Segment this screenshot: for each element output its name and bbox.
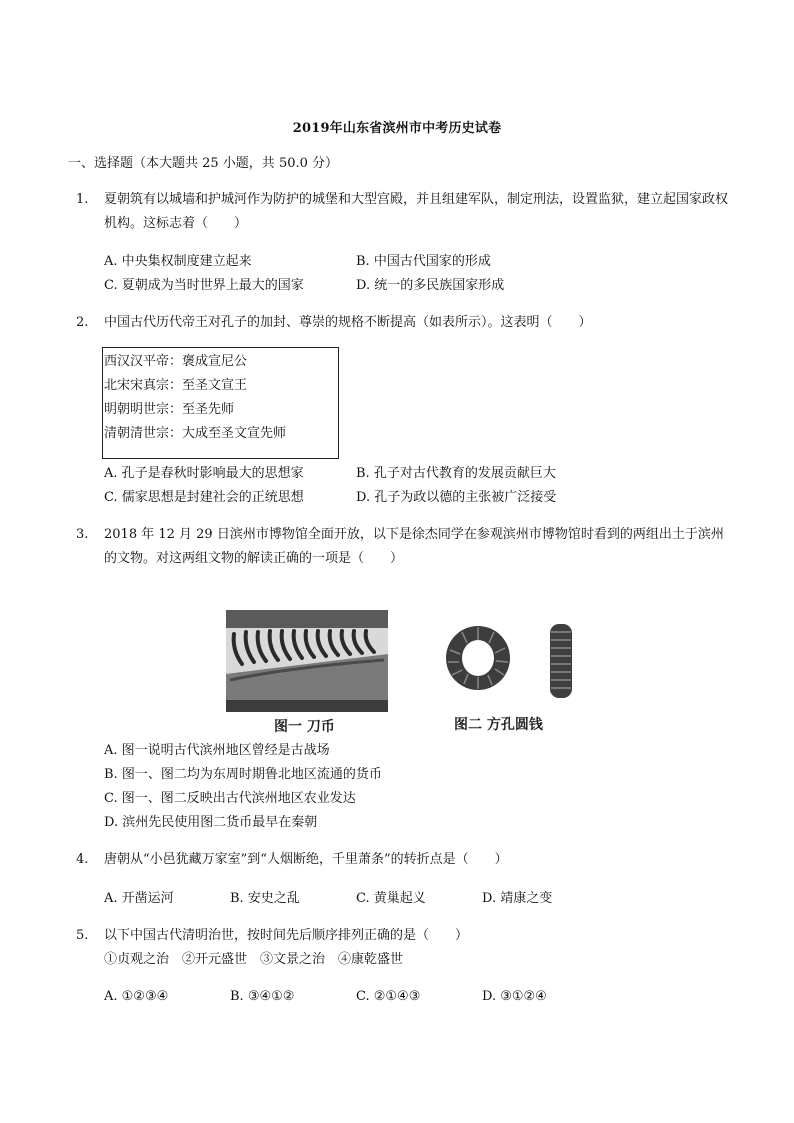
question-4	[76, 848, 736, 872]
option-c[interactable]: C. 黄巢起义	[356, 891, 426, 906]
option-b[interactable]: B. 安史之乱	[230, 891, 300, 906]
option-a[interactable]: A. ①②③④	[104, 989, 169, 1004]
question-text: 以下中国古代清明治世，按时间先后顺序排列正确的是（ ）	[104, 928, 469, 943]
option-c[interactable]: C. 夏朝成为当时世界上最大的国家	[104, 278, 304, 293]
question-text: 中国古代历代帝王对孔子的加封、尊崇的规格不断提高（如表所示）。这表明（ ）	[104, 315, 592, 330]
emperor-title-table	[102, 347, 339, 459]
question-text: 2018 年 12 月 29 日滨州市博物馆全面开放，以下是徐杰同学在参观滨州市博物馆时看到的两组出土于滨州的文物。对这两组文物的解读正确的一项是（ ）	[104, 527, 724, 566]
option-c[interactable]: C. 儒家思想是封建社会的正统思想	[104, 490, 304, 505]
option-a[interactable]: A. 中央集权制度建立起来	[104, 254, 252, 269]
question-text: 夏朝筑有以城墙和护城河作为防护的城堡和大型宫殿，并且组建军队，制定刑法，设置监狱，建立起国家政权机构。这标志着（ ）	[104, 192, 729, 231]
question-number: 1.	[76, 192, 89, 207]
knife-coin-image	[226, 610, 388, 712]
option-c[interactable]: C. 图一、图二反映出古代滨州地区农业发达	[104, 791, 356, 806]
question-number: 2.	[76, 315, 89, 330]
question-number: 5.	[76, 928, 89, 943]
option-b[interactable]: B. 孔子对古代教育的发展贡献巨大	[356, 466, 556, 481]
round-coin-ring-image	[438, 620, 518, 700]
artifact-figures	[226, 608, 590, 736]
option-c[interactable]: C. ②①④③	[356, 989, 421, 1004]
option-d[interactable]: D. 靖康之变	[482, 891, 553, 906]
section-header: 一、选择题（本大题共 25 小题，共 50.0 分）	[68, 156, 339, 171]
table-row: 西汉汉平帝：褒成宣尼公	[104, 354, 248, 369]
question-number: 4.	[76, 852, 89, 867]
option-d[interactable]: D. 滨州先民使用图二货币最早在秦朝	[104, 815, 318, 830]
table-row: 北宋宋真宗：至圣文宣王	[104, 378, 248, 393]
question-items: ①贞观之治 ②开元盛世 ③文景之治 ④康乾盛世	[104, 952, 404, 967]
option-a[interactable]: A. 图一说明古代滨州地区曾经是古战场	[104, 743, 330, 758]
question-2	[76, 311, 736, 335]
question-5	[76, 924, 736, 972]
table-row: 明朝明世宗：至圣先师	[104, 402, 235, 417]
option-d[interactable]: D. 孔子为政以德的主张被广泛接受	[356, 490, 557, 505]
coin-stack-image	[544, 620, 578, 702]
option-d[interactable]: D. ③①②④	[482, 989, 547, 1004]
exam-title: 2019年山东省滨州市中考历史试卷	[292, 121, 502, 136]
question-1	[76, 188, 736, 236]
figure-1-caption: 图一 刀币	[274, 719, 335, 735]
question-text: 唐朝从“小邑犹藏万家室”到“人烟断绝，千里萧条”的转折点是（ ）	[104, 852, 508, 867]
option-a[interactable]: A. 孔子是春秋时影响最大的思想家	[104, 466, 304, 481]
option-a[interactable]: A. 开凿运河	[104, 891, 174, 906]
question-number: 3.	[76, 527, 89, 542]
option-b[interactable]: B. 中国古代国家的形成	[356, 254, 491, 269]
option-b[interactable]: B. ③④①②	[230, 989, 295, 1004]
figure-2-caption: 图二 方孔圆钱	[454, 717, 543, 733]
option-b[interactable]: B. 图一、图二均为东周时期鲁北地区流通的货币	[104, 767, 382, 782]
table-row: 清朝清世宗：大成至圣文宣先师	[104, 426, 287, 441]
option-d[interactable]: D. 统一的多民族国家形成	[356, 278, 505, 293]
question-3	[76, 523, 736, 571]
